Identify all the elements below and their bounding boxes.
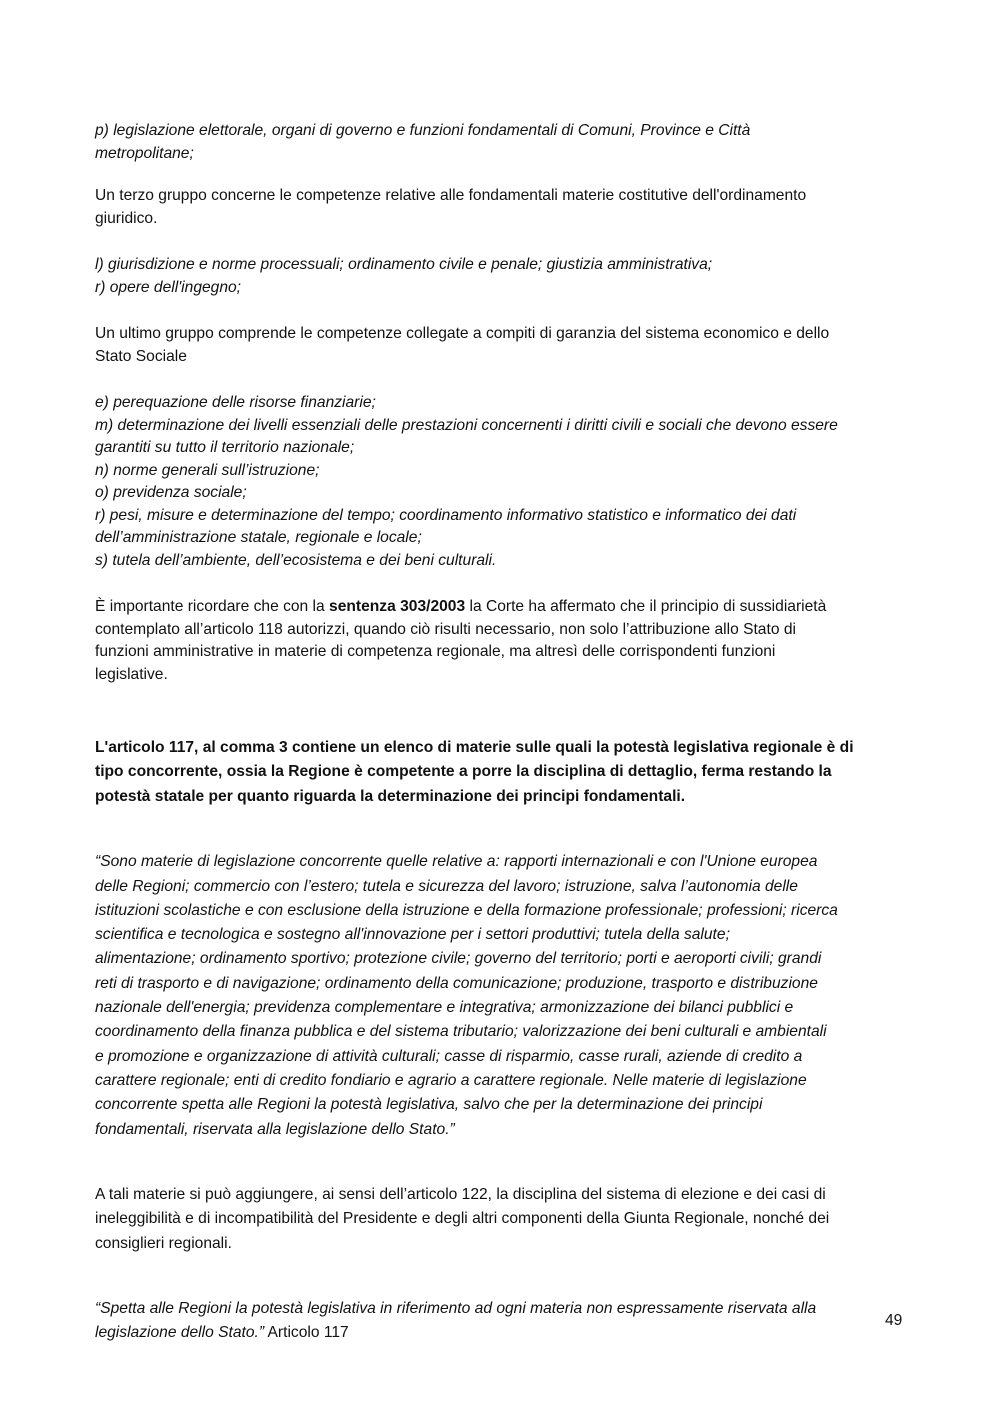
text-line: fondamentali, riservata alla legislazione dello Stato.”: [95, 1120, 455, 1138]
list-item: o) previdenza sociale;: [95, 484, 247, 501]
text-run: legislazione dello Stato.”: [95, 1324, 265, 1342]
text-line: ineleggibilità e di incompatibilità del Presidente e degli altri componenti della Giunta Regionale, nonché dei: [95, 1210, 830, 1228]
text-line: consiglieri regionali.: [95, 1234, 232, 1252]
text-line: funzioni amministrative in materie di competenza regionale, ma altresì delle corrispondenti funzioni: [95, 643, 776, 660]
text-line: “Sono materie di legislazione concorrente quelle relative a: rapporti internazionali e con l'Unione europea: [95, 853, 818, 871]
list-item: m) determinazione dei livelli essenziali delle prestazioni concernenti i diritti civili e sociali che devono essere: [95, 416, 838, 434]
text-line: [95, 1321, 905, 1345]
text-line: istituzioni scolastiche e con esclusione della istruzione e della formazione professionale; professioni; ricerca: [95, 901, 838, 919]
text-run: È importante ricordare che con la: [95, 598, 330, 615]
text-line: concorrente spetta alle Regioni la potestà legislativa, salvo che per la determinazione dei principi: [95, 1096, 763, 1114]
article117-quote: [95, 850, 905, 1142]
text-line: p) legislazione elettorale, organi di governo e funzioni fondamentali di Comuni, Province e Città: [95, 122, 751, 139]
list-item: e) perequazione delle risorse finanziarie;: [95, 394, 376, 411]
article122-paragraph: [95, 1183, 905, 1256]
text-line: L'articolo 117, al comma 3 contiene un elenco di materie sulle quali la potestà legislativa regionale è di: [95, 738, 854, 756]
text-line: alimentazione; ordinamento sportivo; protezione civile; governo del territorio; porti e aeroporti civili; grandi: [95, 950, 822, 968]
text-line: Un terzo gruppo concerne le competenze relative alle fondamentali materie costitutive dell'ordinamento: [95, 187, 807, 204]
article117-heading: [95, 736, 905, 810]
text-line: Un ultimo gruppo comprende le competenze collegate a compiti di garanzia del sistema economico e dello: [95, 325, 830, 342]
text-line: “Spetta alle Regioni la potestà legislativa in riferimento ad ogni materia non espressamente riservata alla: [95, 1300, 817, 1318]
list-item: n) norme generali sull’istruzione;: [95, 461, 320, 479]
document-page: [95, 120, 905, 1361]
text-line: carattere regionale; enti di credito fondiario e agrario a carattere regionale. Nelle materie di legislazione: [95, 1071, 807, 1089]
text-line: reti di trasporto e di navigazione; ordinamento della comunicazione; produzione, trasporto e distribuzione: [95, 974, 818, 992]
text-line: e promozione e organizzazione di attività culturali; casse di risparmio, casse rurali, aziende di credito a: [95, 1047, 803, 1065]
article-citation: Articolo 117: [264, 1324, 349, 1342]
text-line: scientifica e tecnologica e sostegno all'innovazione per i settori produttivi; tutela della salute;: [95, 926, 730, 944]
text-line: metropolitane;: [95, 144, 194, 162]
third-group-paragraph: [95, 185, 905, 230]
text-line: Stato Sociale: [95, 347, 187, 365]
third-group-list: [95, 254, 905, 299]
list-item: r) opere dell'ingegno;: [95, 278, 242, 296]
text-line: coordinamento della finanza pubblica e del sistema tributario; valorizzazione dei beni culturali e ambientali: [95, 1023, 827, 1041]
text-run: la Corte ha affermato che il principio di sussidiarietà: [465, 598, 827, 615]
page-number: 49: [885, 1312, 903, 1329]
sentenza-paragraph: [95, 596, 905, 686]
text-line: nazionale dell'energia; previdenza complementare e integrativa; armonizzazione dei bilanci pubblici e: [95, 999, 794, 1017]
final-quote: [95, 1297, 905, 1346]
text-line: tipo concorrente, ossia la Regione è competente a porre la disciplina di dettaglio, ferma restando la: [95, 763, 832, 781]
list-item: dell’amministrazione statale, regionale e locale;: [95, 529, 422, 546]
text-line: delle Regioni; commercio con l’estero; tutela e sicurezza del lavoro; istruzione, salva l’autonomia delle: [95, 877, 798, 895]
list-item: s) tutela dell’ambiente, dell’ecosistema e dei beni culturali.: [95, 551, 497, 569]
list-item: l) giurisdizione e norme processuali; ordinamento civile e penale; giustizia amministrativa;: [95, 256, 713, 273]
text-line: [95, 596, 905, 619]
list-item: r) pesi, misure e determinazione del tempo; coordinamento informativo statistico e informatico dei dati: [95, 506, 797, 524]
last-group-paragraph: [95, 323, 905, 368]
text-line: giuridico.: [95, 209, 158, 227]
text-line: potestà statale per quanto riguarda la determinazione dei principi fondamentali.: [95, 787, 686, 805]
section-p-item: [95, 120, 905, 165]
sentenza-reference: sentenza 303/2003: [329, 598, 466, 615]
text-line: A tali materie si può aggiungere, ai sensi dell’articolo 122, la disciplina del sistema di elezione e dei casi di: [95, 1186, 826, 1204]
last-group-list: [95, 392, 905, 572]
list-item: garantiti su tutto il territorio nazionale;: [95, 439, 355, 456]
text-line: contemplato all’articolo 118 autorizzi, quando ciò risulti necessario, non solo l’attribuzione allo Stato di: [95, 620, 796, 638]
text-line: legislative.: [95, 665, 168, 683]
